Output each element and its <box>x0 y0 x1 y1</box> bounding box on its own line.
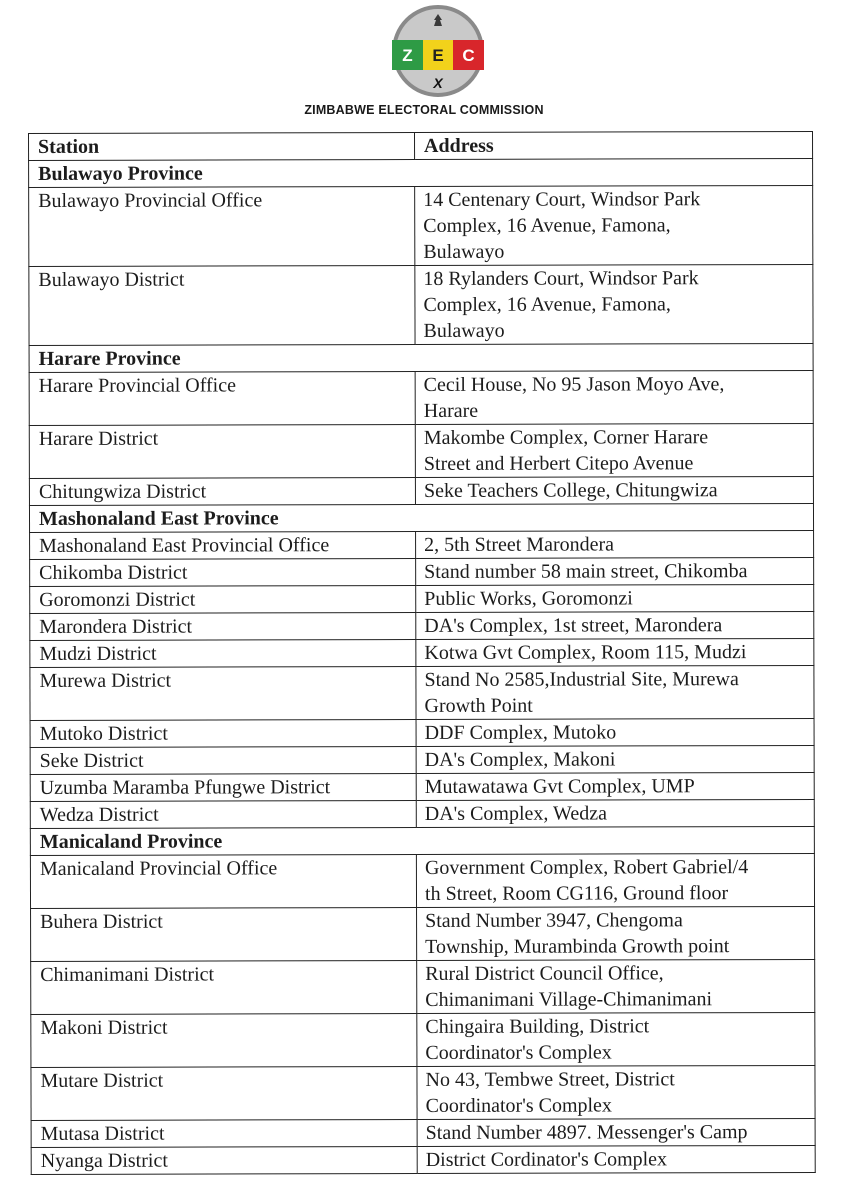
station-address-cell <box>417 959 815 1013</box>
address-line: Complex, 16 Avenue, Famona, <box>423 214 671 237</box>
station-name-cell: Mudzi District <box>30 639 416 667</box>
station-name-cell: Bulawayo Provincial Office <box>29 186 415 266</box>
province-heading: Bulawayo Province <box>29 158 813 187</box>
address-line: No 43, Tembwe Street, District <box>425 1068 675 1091</box>
address-line: Bulawayo <box>423 240 505 263</box>
station-address-cell <box>416 745 814 773</box>
table-body <box>29 158 816 1174</box>
address-line: Stand No 2585,Industrial Site, Murewa <box>424 668 739 691</box>
station-name-cell: Makoni District <box>31 1013 417 1067</box>
province-row <box>29 158 813 187</box>
station-row <box>30 584 814 613</box>
station-name-cell: Murewa District <box>30 666 416 720</box>
address-line: Harare <box>423 399 479 422</box>
station-row <box>30 772 814 801</box>
station-row <box>30 718 814 747</box>
address-line: 2, 5th Street Marondera <box>424 533 615 556</box>
station-address-cell <box>416 799 814 827</box>
address-line: DA's Complex, Makoni <box>424 748 616 771</box>
table-header-row <box>29 131 813 160</box>
station-address-cell <box>417 1065 815 1119</box>
station-name-cell: Chimanimani District <box>31 960 417 1014</box>
stations-table <box>28 131 816 1175</box>
station-name-cell: Wedza District <box>30 800 416 828</box>
station-name-cell: Nyanga District <box>31 1146 417 1174</box>
station-row <box>29 476 813 505</box>
station-row <box>30 557 814 586</box>
address-line: Stand Number 3947, Chengoma <box>425 909 683 932</box>
station-row <box>30 853 814 908</box>
station-row <box>30 530 814 559</box>
address-line: Kotwa Gvt Complex, Room 115, Mudzi <box>424 641 747 664</box>
station-row <box>29 423 813 478</box>
address-line: Cecil House, No 95 Jason Moyo Ave, <box>423 373 725 396</box>
zec-logo <box>390 4 486 98</box>
station-address-cell <box>417 906 815 960</box>
station-name-cell: Chitungwiza District <box>29 477 415 505</box>
station-row <box>31 959 815 1014</box>
station-address-cell <box>417 1012 815 1066</box>
station-row <box>29 370 813 425</box>
address-line: Coordinator's Complex <box>425 1094 612 1117</box>
station-address-cell <box>416 638 814 666</box>
station-row <box>30 611 814 640</box>
address-line: Makombe Complex, Corner Harare <box>423 426 709 449</box>
address-line: Street and Herbert Citepo Avenue <box>423 452 694 475</box>
address-line: Stand number 58 main street, Chikomba <box>424 560 748 583</box>
address-line: Bulawayo <box>423 319 505 342</box>
zec-logo-emblem <box>390 4 486 98</box>
station-row <box>29 264 813 345</box>
station-name-cell: Seke District <box>30 746 416 774</box>
station-name-cell: Harare Provincial Office <box>29 371 415 425</box>
station-name-cell: Harare District <box>29 424 415 478</box>
address-line: DA's Complex, Wedza <box>424 802 607 825</box>
address-line: Chimanimani Village-Chimanimani <box>425 988 713 1011</box>
address-line: Growth Point <box>424 694 533 717</box>
station-name-cell: Mutoko District <box>30 719 416 747</box>
station-name-cell: Chikomba District <box>30 558 416 586</box>
station-address-cell <box>415 423 813 477</box>
station-address-cell <box>415 476 813 504</box>
column-header-address: Address <box>414 131 812 159</box>
address-line: 18 Rylanders Court, Windsor Park <box>423 267 699 290</box>
logo-ballot-mark: X <box>433 75 443 91</box>
address-line: Rural District Council Office, <box>425 962 664 985</box>
province-row <box>29 343 813 372</box>
station-address-cell <box>416 853 814 907</box>
station-name-cell: Goromonzi District <box>30 585 416 613</box>
station-row <box>30 638 814 667</box>
station-address-cell <box>416 718 814 746</box>
address-line: Public Works, Goromonzi <box>424 587 633 610</box>
address-line: Coordinator's Complex <box>425 1041 612 1064</box>
station-name-cell: Mashonaland East Provincial Office <box>30 531 416 559</box>
province-row <box>30 826 814 855</box>
address-line: Stand Number 4897. Messenger's Camp <box>425 1121 748 1144</box>
logo-letter-z: Z <box>402 46 413 65</box>
station-row <box>31 1065 815 1120</box>
address-line: Township, Murambinda Growth point <box>425 935 730 958</box>
station-address-cell <box>415 370 813 424</box>
address-line: District Cordinator's Complex <box>425 1148 668 1171</box>
station-address-cell <box>416 665 814 719</box>
province-heading: Mashonaland East Province <box>29 503 813 532</box>
station-address-cell <box>415 185 813 265</box>
station-row <box>31 1145 815 1174</box>
province-row <box>29 503 813 532</box>
address-line: th Street, Room CG116, Ground floor <box>424 882 729 905</box>
station-address-cell <box>416 584 814 612</box>
station-row <box>30 799 814 828</box>
station-address-cell <box>416 530 814 558</box>
station-name-cell: Buhera District <box>31 907 417 961</box>
station-name-cell: Bulawayo District <box>29 265 415 345</box>
address-line: DA's Complex, 1st street, Marondera <box>424 614 723 637</box>
logo-letter-e: E <box>432 46 444 65</box>
address-line: Seke Teachers College, Chitungwiza <box>423 479 718 502</box>
station-row <box>31 906 815 961</box>
station-row <box>31 1012 815 1067</box>
station-row <box>29 185 813 266</box>
station-row <box>31 1118 815 1147</box>
address-line: 14 Centenary Court, Windsor Park <box>423 188 701 211</box>
station-address-cell <box>417 1118 815 1146</box>
address-line: Mutawatawa Gvt Complex, UMP <box>424 775 695 798</box>
station-name-cell: Manicaland Provincial Office <box>30 854 416 908</box>
station-address-cell <box>416 772 814 800</box>
province-heading: Manicaland Province <box>30 826 814 855</box>
logo-letter-c: C <box>462 46 475 65</box>
station-row <box>30 665 814 720</box>
station-name-cell: Uzumba Maramba Pfungwe District <box>30 773 416 801</box>
province-heading: Harare Province <box>29 343 813 372</box>
station-name-cell: Mutasa District <box>31 1119 417 1147</box>
address-line: Complex, 16 Avenue, Famona, <box>423 293 671 316</box>
column-header-station: Station <box>29 132 415 160</box>
address-line: DDF Complex, Mutoko <box>424 721 617 744</box>
address-line: Government Complex, Robert Gabriel/4 <box>424 856 749 879</box>
station-address-cell <box>416 611 814 639</box>
station-address-cell <box>416 557 814 585</box>
organisation-name: ZIMBABWE ELECTORAL COMMISSION <box>304 103 544 117</box>
station-name-cell: Marondera District <box>30 612 416 640</box>
station-address-cell <box>415 264 813 344</box>
station-name-cell: Mutare District <box>31 1066 417 1120</box>
address-line: Chingaira Building, District <box>425 1015 650 1038</box>
station-address-cell <box>417 1145 815 1173</box>
station-row <box>30 745 814 774</box>
